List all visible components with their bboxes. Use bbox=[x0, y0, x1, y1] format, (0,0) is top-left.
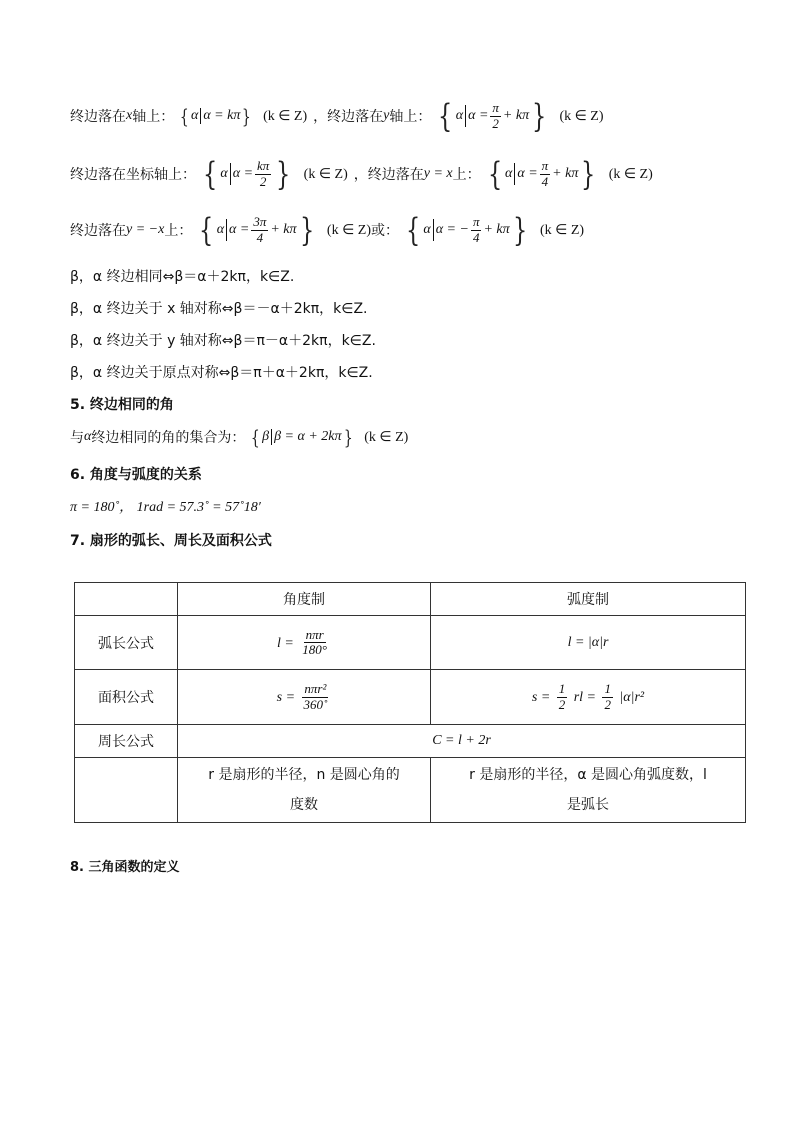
x-axis-label: 终边落在 bbox=[70, 109, 126, 125]
table-header-empty bbox=[75, 583, 178, 616]
axis-line-1: 终边落在 x 轴上： { α α = kπ } (k ∈ Z) ， 终边落在 y 轴上： { α α = $\frac{\pi}{2}$ + kπ } (k ∈ Z) bbox=[70, 97, 604, 135]
table-row bbox=[75, 758, 746, 823]
section-7-heading: 7. 扇形的弧长、周长及面积公式 bbox=[70, 533, 272, 549]
x-axis-suffix: 轴上： bbox=[132, 109, 175, 125]
coord-set: { α α = $\frac{k\pi}{2}$ } bbox=[203, 155, 291, 193]
ynx-set: { α α = $\frac{3\pi}{4}$ + kπ } bbox=[199, 211, 314, 249]
area-radian: s = $\frac{1}{2}$ rl = $\frac{1}{2}$ |α|r² bbox=[431, 670, 746, 725]
table-header-radian: 弧度制 bbox=[431, 583, 746, 616]
area-degree: s = $\frac{\text{nπr²}}{360˚}$ bbox=[178, 670, 431, 725]
y-var: y bbox=[383, 108, 390, 123]
section-8-heading: 8. 三角函数的定义 bbox=[70, 860, 180, 875]
table-row bbox=[75, 725, 746, 758]
relation-y-axis: β，α 终边关于 y 轴对称⇔β＝π－α＋2kπ，k∈Z. bbox=[70, 333, 376, 349]
section-5-heading: 5. 终边相同的角 bbox=[70, 397, 174, 413]
sector-formula-table bbox=[74, 582, 746, 823]
yx-set: { α α = $\frac{\pi}{4}$ + kπ } bbox=[487, 155, 596, 193]
perimeter-formula: C = l + 2r bbox=[178, 725, 746, 758]
x-var: x bbox=[126, 108, 133, 123]
k-in-z: (k ∈ Z) bbox=[263, 108, 308, 124]
axis-line-3: 终边落在 y = −x 上： { α α = $\frac{3\pi}{4}$ + kπ } (k ∈ Z) 或： { α α = − $\frac{\pi}{4}$ + kπ } (k ∈ Z) bbox=[70, 211, 585, 249]
relation-same: β，α 终边相同⇔β＝α＋2kπ，k∈Z. bbox=[70, 269, 295, 285]
or-text: 或： bbox=[370, 223, 399, 239]
section-5-set-line: 与 α 终边相同的角的集合为： { β β = α + 2kπ } (k ∈ Z) bbox=[70, 425, 409, 449]
x-axis-set: { α α = kπ } bbox=[180, 104, 252, 128]
coord-label: 终边落在坐标轴上： bbox=[70, 167, 196, 183]
arc-length-label: 弧长公式 bbox=[75, 616, 178, 670]
y-axis-set: { α α = $\frac{\pi}{2}$ + kπ } bbox=[438, 97, 547, 135]
perimeter-label: 周长公式 bbox=[75, 725, 178, 758]
relation-x-axis: β，α 终边关于 x 轴对称⇔β＝－α＋2kπ，k∈Z. bbox=[70, 301, 368, 317]
arc-length-radian: l = |α|r bbox=[431, 616, 746, 670]
degree-radian-formula: π = 180˚， 1rad = 57.3˚ = 57˚18′ bbox=[70, 500, 261, 515]
ynx-set-2: { α α = − $\frac{\pi}{4}$ + kπ } bbox=[406, 211, 527, 249]
area-label: 面积公式 bbox=[75, 670, 178, 725]
section-6-heading: 6. 角度与弧度的关系 bbox=[70, 467, 202, 483]
table-header-row bbox=[75, 583, 746, 616]
same-terminal-set: { β β = α + 2kπ } bbox=[251, 425, 353, 449]
yx-eq: y = x bbox=[423, 166, 453, 181]
axis-line-2: 终边落在坐标轴上： { α α = $\frac{k\pi}{2}$ } (k ∈ Z) ， 终边落在 y = x 上： { α α = $\frac{\pi}{4}$ + kπ } (k ∈ Z) bbox=[70, 155, 653, 193]
table-row bbox=[75, 670, 746, 725]
table-header-degree: 角度制 bbox=[178, 583, 431, 616]
arc-length-degree: l = $\frac{\text{nπr}}{180^\circ}$ bbox=[178, 616, 431, 670]
relation-origin: β，α 终边关于原点对称⇔β＝π＋α＋2kπ，k∈Z. bbox=[70, 365, 373, 381]
note-radian: r 是扇形的半径，α 是圆心角弧度数，l 是弧长 bbox=[431, 758, 746, 823]
table-row bbox=[75, 616, 746, 670]
note-degree: r 是扇形的半径，n 是圆心角的 度数 bbox=[178, 758, 431, 823]
ynx-eq: y = −x bbox=[126, 222, 165, 237]
